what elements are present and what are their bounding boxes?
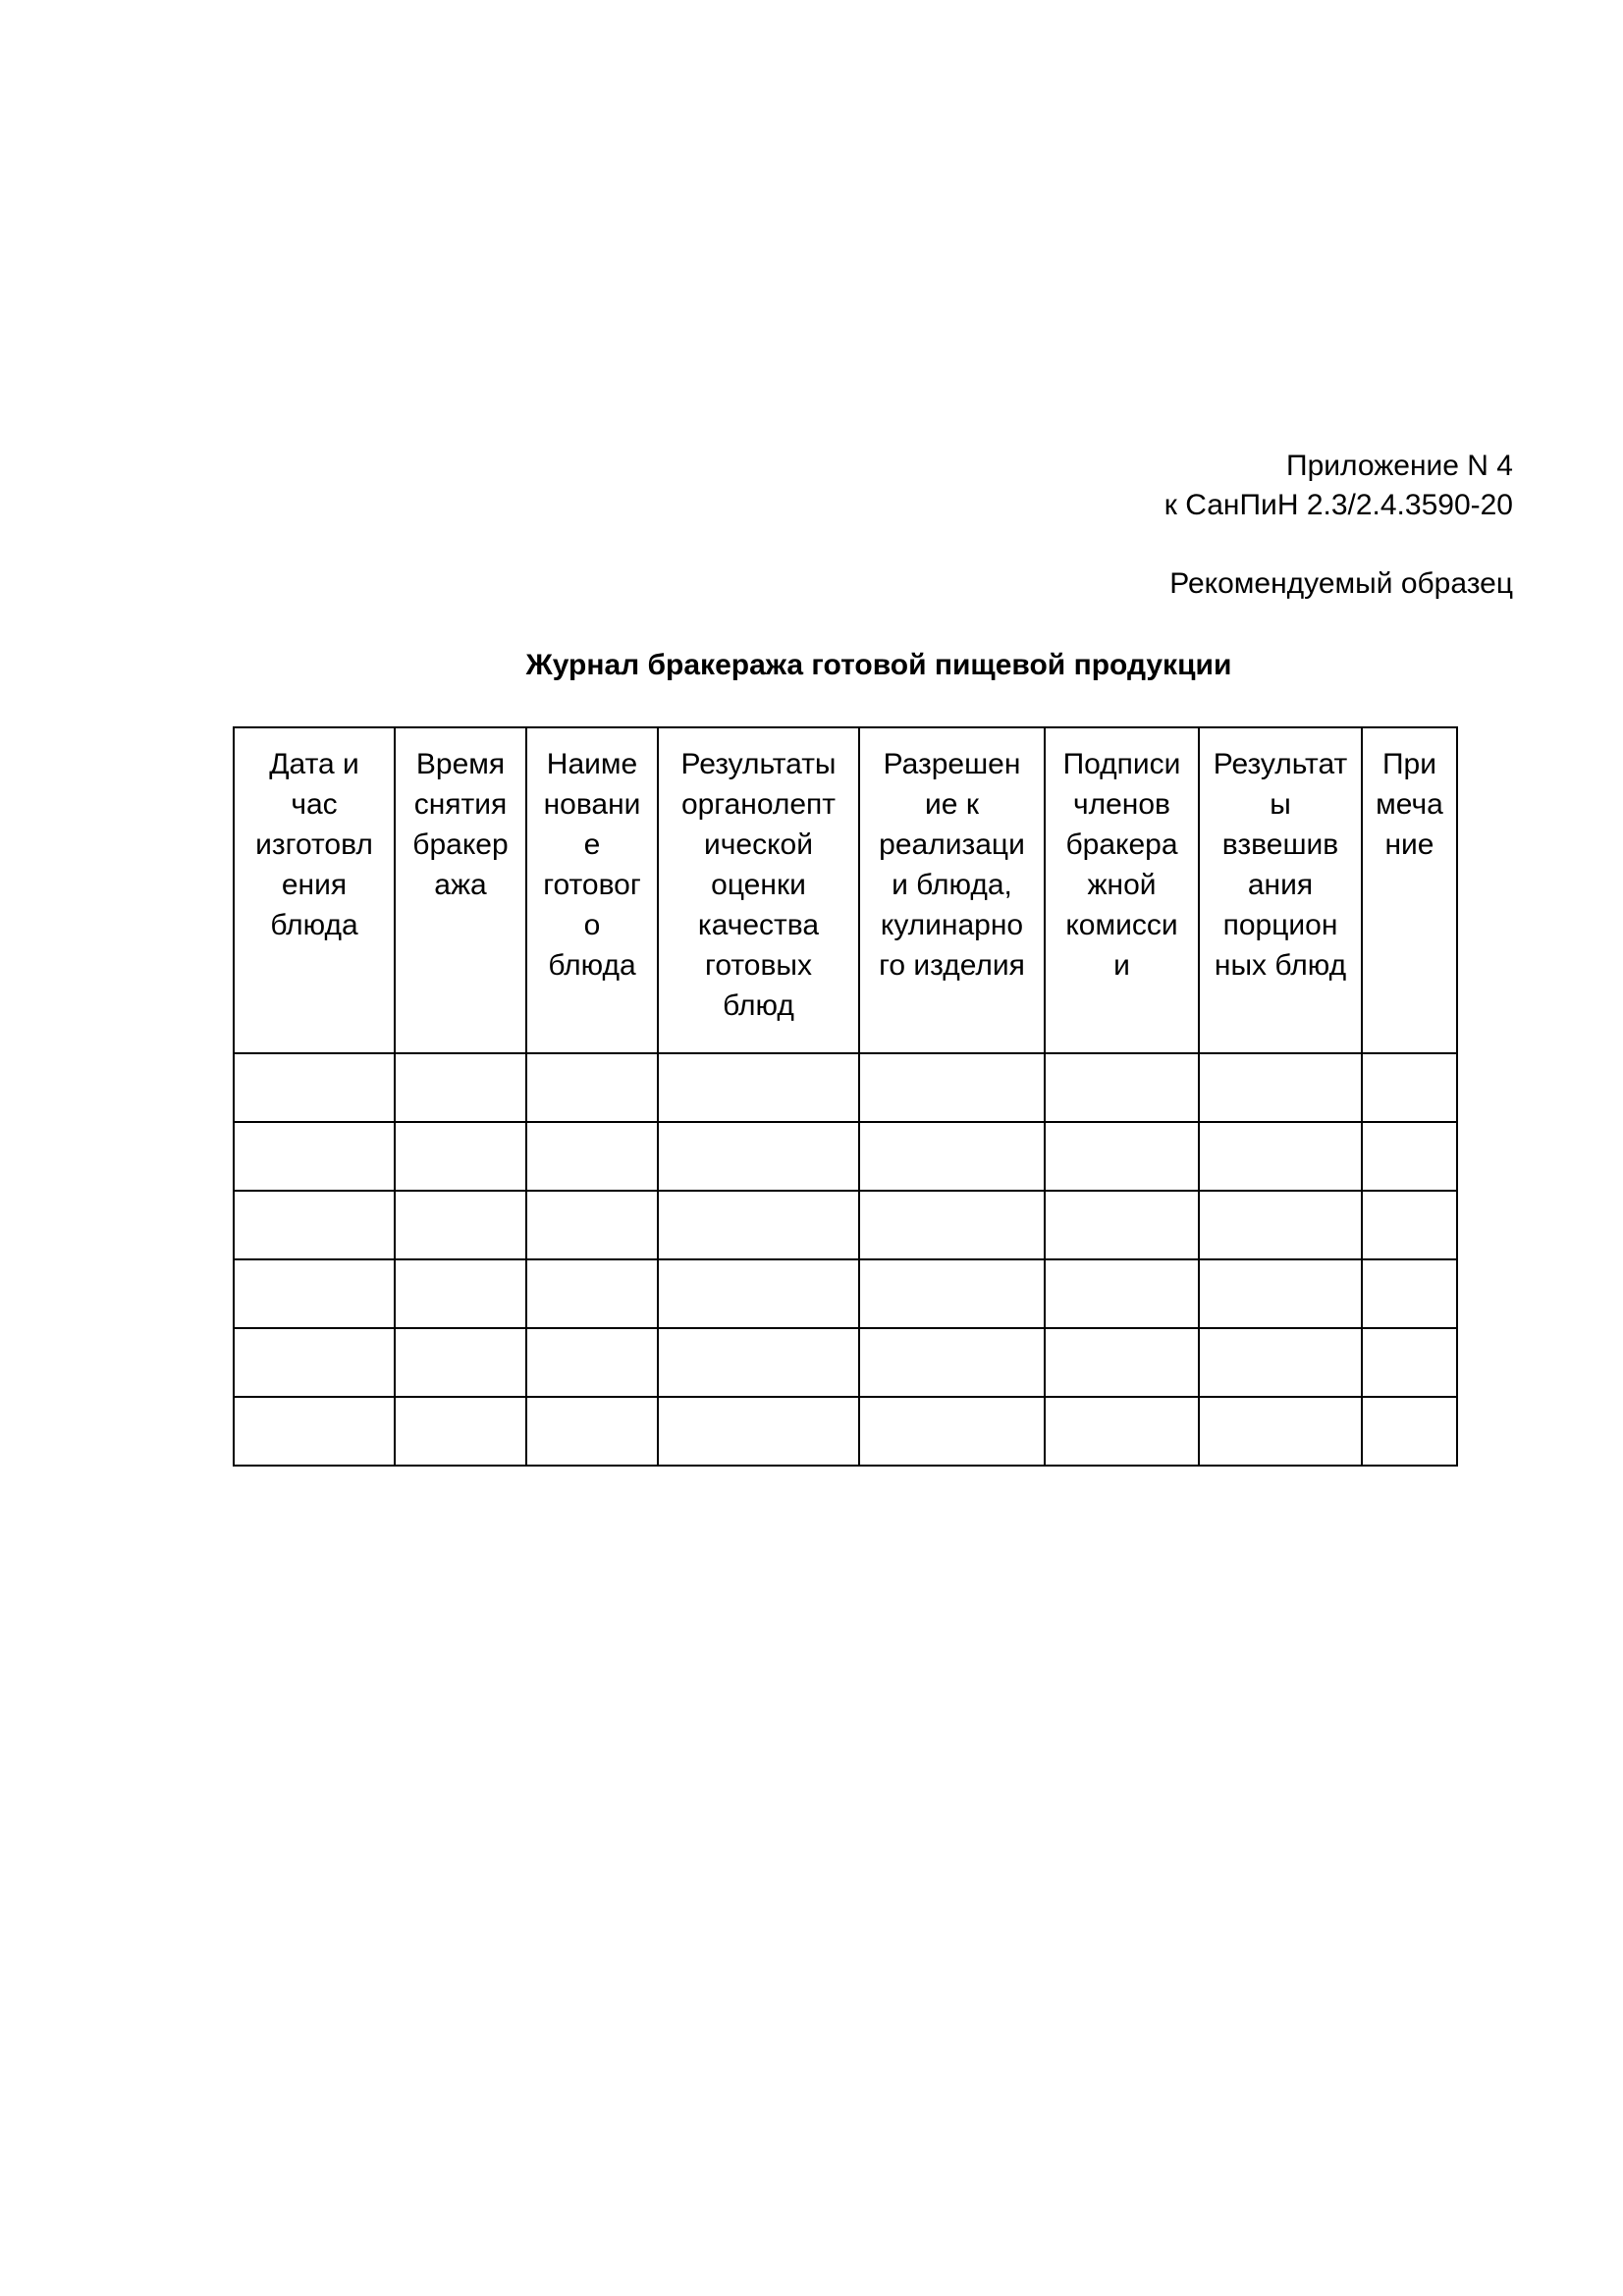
table-cell[interactable]: [1199, 1328, 1362, 1397]
table-cell[interactable]: [859, 1328, 1045, 1397]
table-cell[interactable]: [1362, 1328, 1457, 1397]
table-cell[interactable]: [526, 1122, 658, 1191]
column-header-sale-permission: Разрешен ие к реализаци и блюда, кулинарно го изделия: [859, 727, 1045, 1053]
table-cell[interactable]: [1199, 1397, 1362, 1466]
table-cell[interactable]: [234, 1122, 395, 1191]
journal-body: [234, 1053, 1457, 1466]
table-cell[interactable]: [526, 1397, 658, 1466]
table-cell[interactable]: [1199, 1259, 1362, 1328]
table-row: [234, 1397, 1457, 1466]
table-cell[interactable]: [859, 1053, 1045, 1122]
table-cell[interactable]: [658, 1053, 859, 1122]
recommended-sample-note: Рекомендуемый образец: [1169, 567, 1513, 600]
appendix-regulation: к СанПиН 2.3/2.4.3590-20: [1163, 489, 1513, 521]
column-header-commission-signatures: Подписи членов бракера жной комисси и: [1045, 727, 1199, 1053]
table-cell[interactable]: [1045, 1259, 1199, 1328]
table-cell[interactable]: [526, 1259, 658, 1328]
appendix-reference: [1164, 447, 1513, 525]
table-cell[interactable]: [1045, 1122, 1199, 1191]
table-cell[interactable]: [1362, 1122, 1457, 1191]
table-cell[interactable]: [658, 1259, 859, 1328]
table-cell[interactable]: [1045, 1191, 1199, 1259]
column-header-notes: При меча ние: [1362, 727, 1457, 1053]
table-cell[interactable]: [658, 1191, 859, 1259]
table-cell[interactable]: [234, 1259, 395, 1328]
table-cell[interactable]: [234, 1397, 395, 1466]
table-row: [234, 1053, 1457, 1122]
table-cell[interactable]: [859, 1397, 1045, 1466]
table-cell[interactable]: [526, 1053, 658, 1122]
table-cell[interactable]: [234, 1191, 395, 1259]
table-header-row: [234, 727, 1457, 1053]
column-header-organoleptic-results: Результаты органолепт ической оценки качества готовых блюд: [658, 727, 859, 1053]
column-header-weighing-results: Результат ы взвешив ания порцион ных блюд: [1199, 727, 1362, 1053]
table-cell[interactable]: [859, 1122, 1045, 1191]
table-cell[interactable]: [395, 1259, 526, 1328]
table-cell[interactable]: [859, 1259, 1045, 1328]
table-cell[interactable]: [859, 1191, 1045, 1259]
column-header-date-time: Дата и час изготовл ения блюда: [234, 727, 395, 1053]
table-cell[interactable]: [1045, 1053, 1199, 1122]
column-header-dish-name: Наиме новани е готовог о блюда: [526, 727, 658, 1053]
table-cell[interactable]: [234, 1053, 395, 1122]
table-cell[interactable]: [1199, 1053, 1362, 1122]
column-header-removal-time: Время снятия бракер ажа: [395, 727, 526, 1053]
document-title: Журнал бракеража готовой пищевой продукции: [525, 649, 1232, 681]
table-cell[interactable]: [1045, 1328, 1199, 1397]
table-cell[interactable]: [234, 1328, 395, 1397]
table-cell[interactable]: [658, 1397, 859, 1466]
table-cell[interactable]: [395, 1397, 526, 1466]
table-cell[interactable]: [1362, 1053, 1457, 1122]
table-row: [234, 1259, 1457, 1328]
table-cell[interactable]: [1362, 1259, 1457, 1328]
table-row: [234, 1191, 1457, 1259]
table-cell[interactable]: [395, 1191, 526, 1259]
journal-table: [233, 726, 1458, 1467]
table-cell[interactable]: [395, 1053, 526, 1122]
table-cell[interactable]: [395, 1328, 526, 1397]
table-row: [234, 1328, 1457, 1397]
appendix-number: Приложение N 4: [1286, 450, 1513, 482]
table-cell[interactable]: [526, 1328, 658, 1397]
table-cell[interactable]: [1199, 1191, 1362, 1259]
table-row: [234, 1122, 1457, 1191]
table-cell[interactable]: [395, 1122, 526, 1191]
table-cell[interactable]: [526, 1191, 658, 1259]
table-cell[interactable]: [1199, 1122, 1362, 1191]
table-cell[interactable]: [1362, 1397, 1457, 1466]
table-cell[interactable]: [658, 1122, 859, 1191]
table-cell[interactable]: [1362, 1191, 1457, 1259]
table-cell[interactable]: [658, 1328, 859, 1397]
table-cell[interactable]: [1045, 1397, 1199, 1466]
